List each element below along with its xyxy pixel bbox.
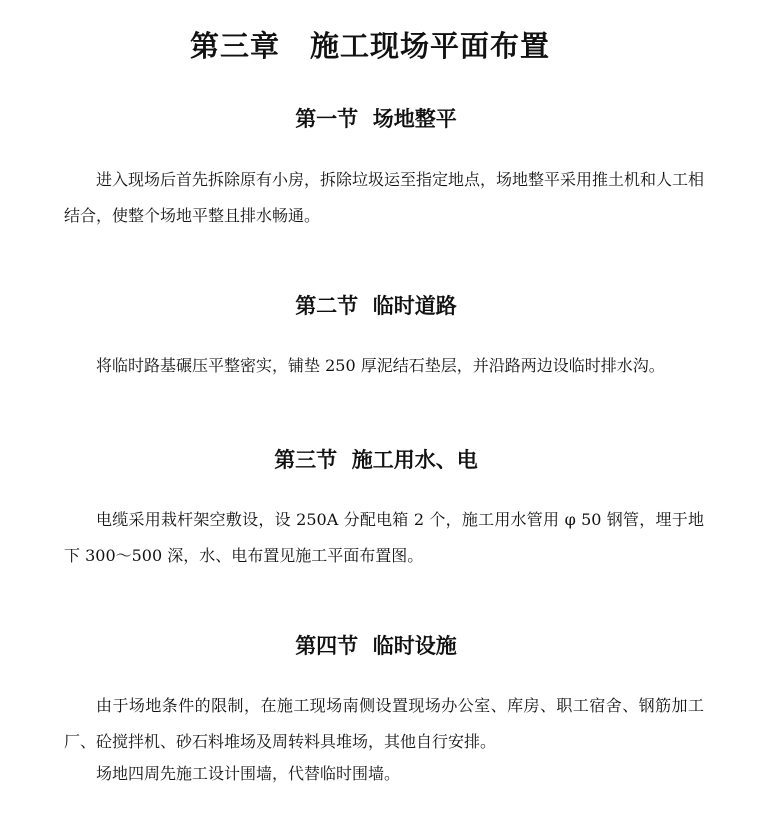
section-2-paragraph-1: 将临时路基碾压平整密实，铺垫 250 厚泥结石垫层，并沿路两边设临时排水沟。 [96,356,665,375]
section-title-4: 第四节 临时设施 [295,634,457,658]
section-4-paragraph-2: 场地四周先施工设计围墙，代替临时围墙。 [96,764,401,783]
section-title-1: 第一节 场地整平 [295,107,457,131]
section-title-3: 第三节 施工用水、电 [274,448,478,472]
section-title-2: 第二节 临时道路 [295,294,457,318]
section-3-paragraph-1: 电缆采用栽杆架空敷设，设 250A 分配电箱 2 个，施工用水管用 φ 50 钢管，埋于地下 300～500 深，水、电布置见施工平面布置图。 [64,510,704,565]
chapter-title: 第三章 施工现场平面布置 [189,29,550,63]
section-4-paragraph-1: 由于场地条件的限制，在施工现场南侧设置现场办公室、库房、职工宿舍、钢筋加工厂、砼搅拌机、砂石料堆场及周转料具堆场，其他自行安排。 [64,696,704,751]
section-1-paragraph-1: 进入现场后首先拆除原有小房，拆除垃圾运至指定地点，场地整平采用推土机和人工相结合，使整个场地平整且排水畅通。 [64,170,705,225]
